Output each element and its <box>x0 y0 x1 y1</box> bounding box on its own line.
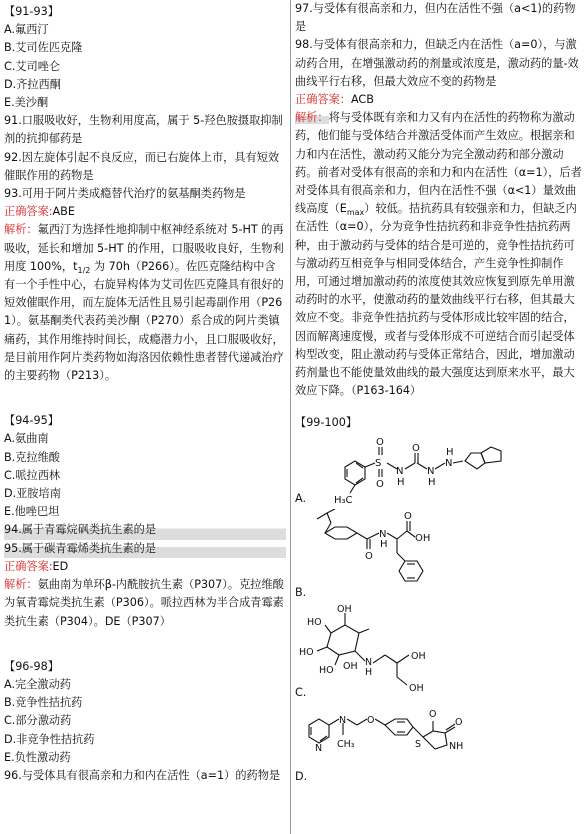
hydroxyl-group: HO <box>319 664 334 676</box>
carbonyl-o: O <box>455 716 463 728</box>
column-divider <box>290 0 291 834</box>
explanation-label: 解析： <box>295 111 329 125</box>
atom-s: S <box>375 457 382 469</box>
answer-value: ABE <box>52 205 75 219</box>
question-94: 94.属于青霉烷砜类抗生素的是 <box>4 521 286 539</box>
structure-letter-c: C. <box>295 686 307 700</box>
ether-o: O <box>367 714 375 726</box>
hydroxyl-group: OH <box>411 650 426 662</box>
chemical-structure-a <box>295 433 583 509</box>
question-96: 96.与受体具有很高亲和力和内在活性（a=1）的药物是 <box>4 768 281 782</box>
explanation-text-a: 将与受体既有亲和力又有内在活性的药物称为激动药，他们能与受体结合并激活受体而产生效应。根据亲和力和内在活性，激动药又能分为完全激动药和部分激动药。前者对受体有很高的亲和力和内在活性（α=1），后者对受体具有很高亲和力，但内在活性不强（α<1）量效曲线高度（E <box>295 111 582 216</box>
question-95: 95.属于碳青霉烯类抗生素的是 <box>4 540 286 558</box>
hydroxyl-group: OH <box>337 603 352 615</box>
explanation-94-95 <box>4 576 286 631</box>
answer-label: 正确答案: <box>4 559 53 573</box>
atom-n: N <box>396 465 404 477</box>
option-c: C.部分激动药 <box>4 714 72 728</box>
hydroxyl-group: OH <box>409 682 424 694</box>
group-header-94-95: 【94-95】 <box>4 414 59 428</box>
answer-line <box>4 203 286 221</box>
right-column <box>295 0 583 787</box>
answer-line <box>4 558 286 576</box>
question-92: 92.因左旋体引起不良反应，而已右旋体上市，具有短效催眠作用的药物是 <box>4 150 280 182</box>
atom-o: O <box>376 436 384 448</box>
structure-letter-a: A. <box>295 492 307 506</box>
atom-o: O <box>365 550 373 562</box>
half-life-subscript: 1/2 <box>77 266 91 276</box>
chemical-structure-c <box>295 603 583 703</box>
option-b: B.竞争性拮抗药 <box>4 696 83 710</box>
group-header-96-98: 【96-98】 <box>4 659 59 673</box>
explanation-text-a: 氟西汀为选择性地抑制中枢神经系统对 5-HT 的再吸收，延长和增加 5-HT 的作用，口服吸收良好，生物利用度 100%，t <box>4 223 284 273</box>
explanation-text: 氨曲南为单环β-内酰胺抗生素（P307）。克拉维酸为氧青霉烷类抗生素（P306）。哌拉西林为半合成青霉素类抗生素（P304）。DE（P307） <box>4 578 284 628</box>
group-header-91-93: 【91-93】 <box>4 5 59 18</box>
option-d: D.齐拉西酮 <box>4 77 61 91</box>
explanation-text-b: 为 70h（P266）。佐匹克隆结构中含有一个手性中心，右旋异构体为艾司佐匹克隆具有很好的短效催眠作用，而左旋体无活性且易引起毒副作用（P261）。氨基酮类代表药美沙酮（P270）系合成的阿片类镇痛药，其作用维持时间长，成瘾潜力小，且口服吸收好，是目前用作阿片类药物如海洛因依赖性患者替代递减治疗的主要药物（P213）。 <box>4 259 284 383</box>
methyl-group: CH₃ <box>337 738 355 750</box>
option-d: D.亚胺培南 <box>4 487 61 501</box>
option-a: A.氨曲南 <box>4 432 49 446</box>
option-a: A.氟西汀 <box>4 23 49 37</box>
option-b: B.艾司佐匹克隆 <box>4 41 83 55</box>
option-c: C.艾司唑仑 <box>4 59 61 73</box>
explanation-91-93 <box>4 221 286 385</box>
option-d: D.非竞争性拮抗药 <box>4 732 95 746</box>
emax-subscript: max <box>346 208 365 218</box>
option-b: B.克拉维酸 <box>4 450 60 464</box>
hydroxyl-group: OH <box>343 660 358 672</box>
question-97: 97.与受体有很高亲和力，但内在活性不强（a<1)的药物是 <box>295 2 576 34</box>
explanation-label: 解析： <box>4 578 38 592</box>
atom-h: H <box>365 666 373 678</box>
question-91: 91.口服吸收好，生物利用度高，属于 5-羟色胺摄取抑制剂的抗抑郁药是 <box>4 114 283 146</box>
atom-h: H <box>428 476 436 488</box>
carbonyl-o: O <box>429 708 437 720</box>
chemical-structure-d <box>295 703 583 787</box>
explanation-label: 解析： <box>4 223 38 237</box>
answer-value: ACB <box>350 93 374 107</box>
structure-option-c <box>295 603 583 703</box>
chemical-structure-b <box>295 509 583 603</box>
option-e: E.负性激动药 <box>4 750 71 764</box>
answer-line <box>295 91 583 109</box>
option-c: C.哌拉西林 <box>4 468 61 482</box>
structure-option-a <box>295 433 583 509</box>
structure-option-b <box>295 509 583 603</box>
question-98: 98.与受体有很高亲和力，但缺乏内在活性（a=0），与激动药合用，在增强激动药的剂量或浓度是，激动药的量-效曲线平行右移，但最大效应不变的药物是 <box>295 38 579 88</box>
answer-value: ED <box>52 559 69 573</box>
option-a: A.完全激动药 <box>4 677 71 691</box>
methyl-group: H₃C <box>334 494 353 506</box>
hydroxyl-group: HO <box>299 646 314 658</box>
atom-n: N <box>445 457 453 469</box>
option-e: E.他唑巴坦 <box>4 505 60 519</box>
atom-h: H <box>446 446 454 458</box>
structure-letter-b: B. <box>295 586 307 600</box>
atom-n: N <box>365 656 373 668</box>
atom-n: N <box>339 714 347 726</box>
atom-n: N <box>379 528 387 540</box>
hydroxyl-group: OH <box>415 532 431 544</box>
pyridine-n: N <box>315 742 323 754</box>
option-e: E.美沙酮 <box>4 96 49 110</box>
answer-label: 正确答案: <box>4 205 53 219</box>
hydroxyl-group: HO <box>307 616 322 628</box>
atom-o: O <box>376 478 384 490</box>
atom-o: O <box>412 442 420 454</box>
explanation-text-b: ）较低。拮抗药具有较强亲和力，但缺乏内在活性（α=0），分为竞争性拮抗药和非竞争性拮抗药两种，由于激动药与受体的结合是可逆的，竞争性拮抗药可与激动药互相竞争与相同受体结合，产生竞争性抑制作用，可通过增加激动药的浓度使其效应恢复到原先单用激动药时的水平，使激动药的量效曲线平行右移，但其最大效应不变。非竞争性拮抗药与受体形成比较牢固的结合，因而解离速度慢，或者与受体形成不可逆结合而引起受体构型改变，阻止激动药与受体正常结合，因此，增加激动药剂量也不能使量效曲线的最大强度达到原来水平，最大效应下降。（P163-164） <box>295 202 577 398</box>
atom-s: S <box>415 738 422 750</box>
atom-h: H <box>397 476 405 488</box>
left-column <box>4 0 286 785</box>
structure-option-d <box>295 703 583 787</box>
structure-letter-d: D. <box>295 770 308 784</box>
explanation-96-98 <box>295 109 583 400</box>
group-header-99-100: 【99-100】 <box>295 416 358 430</box>
atom-h: H <box>380 538 388 550</box>
answer-label: 正确答案： <box>295 93 351 107</box>
amide-nh: NH <box>449 740 464 752</box>
question-93: 93.可用于阿片类成瘾替代治疗的氨基酮类药物是 <box>4 187 246 201</box>
atom-o: O <box>404 510 412 522</box>
atom-n: N <box>427 465 435 477</box>
